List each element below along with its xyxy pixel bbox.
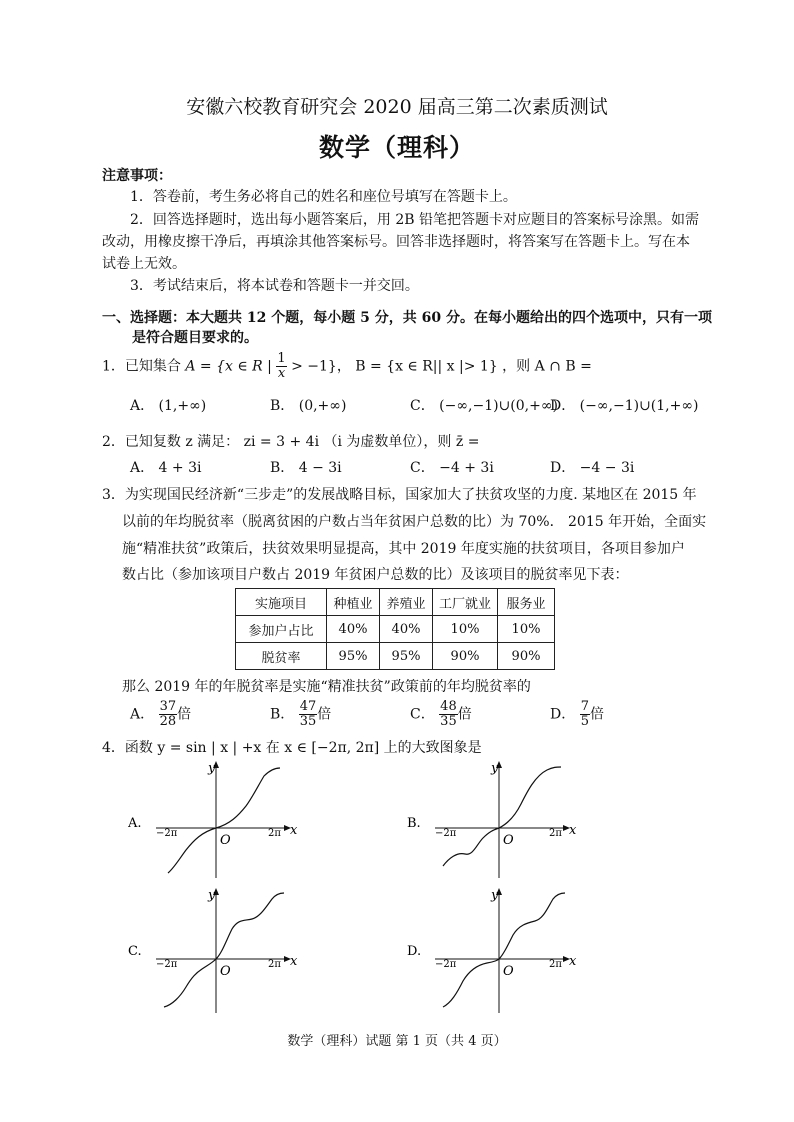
section-1-heading-line-2: 是符合题目要求的。	[132, 330, 258, 346]
frac-den: 5	[580, 714, 589, 729]
notice-item-2-line-1: 2．回答选择题时，选出每小题答案后，用 2B 铅笔把答题卡对应题目的答案标号涂黑。如需	[130, 212, 700, 228]
exam-title: 安徽六校教育研究会 2020 届高三第二次素质测试	[186, 96, 608, 118]
table-header-cell: 养殖业	[380, 589, 433, 616]
curve	[164, 893, 284, 1007]
q1-set-a-left: A = {x ∈ R |	[185, 358, 272, 375]
q2-option-c: C． −4 + 3i	[410, 460, 494, 476]
frac-num: 37	[159, 699, 177, 714]
exam-subject: 数学（理科）	[318, 133, 475, 162]
section-1-heading: 一、选择题：本大题共 12 个题，每小题 5 分，共 60 分。在每小题给出的四个选项中，只有一项	[102, 310, 712, 326]
question-4-stem: 4．函数 y = sin | x | +x 在 x ∈ [−2π, 2π] 上的大致图象是	[102, 740, 482, 756]
table-cell: 脱贫率	[236, 643, 327, 670]
x-axis-label: x	[290, 954, 298, 969]
tick-label-left: −2π	[156, 959, 178, 970]
table-header-row	[236, 589, 555, 616]
q2-option-b: B． 4 − 3i	[270, 460, 342, 476]
graph-label: D.	[407, 944, 422, 959]
q3-option-d	[550, 700, 604, 729]
notice-item-2-line-2: 改动，用橡皮擦干净后，再填涂其他答案标号。回答非选择题时，将答案写在答题卡上。写在本	[102, 234, 690, 250]
y-axis-label: y	[491, 888, 499, 903]
q3-option-a-label: A．	[130, 706, 155, 723]
tick-label-right: 2π	[549, 959, 562, 970]
table-header-cell: 实施项目	[236, 589, 327, 616]
table-cell: 参加户占比	[236, 616, 327, 643]
table-cell: 40%	[327, 616, 380, 643]
q4-graph-d	[407, 885, 597, 1015]
q3-option-d-fraction	[580, 700, 590, 729]
table-header-cell: 服务业	[498, 589, 555, 616]
notice-heading: 注意事项：	[102, 168, 172, 184]
q3-option-c-label: C．	[410, 706, 435, 723]
q3-data-table	[235, 588, 555, 670]
table-row	[236, 643, 555, 670]
q1-option-c: C． (−∞,−1)∪(0,+∞)	[410, 398, 558, 414]
table-cell: 10%	[498, 616, 555, 643]
origin-label: O	[220, 964, 231, 979]
frac-den: 28	[159, 714, 177, 729]
question-3-line-4: 数占比（参加该项目户数占 2019 年贫困户总数的比）及该项目的脱贫率见下表：	[122, 567, 629, 583]
q1-fraction	[276, 352, 286, 381]
frac-num: 7	[580, 699, 589, 714]
q1-option-a: A． (1,+∞)	[130, 398, 207, 414]
q3-option-b-label: B．	[270, 706, 295, 723]
tick-label-left: −2π	[156, 828, 178, 839]
q1-prefix: 1．已知集合	[102, 358, 181, 375]
q3-option-b-suffix: 倍	[317, 706, 332, 723]
q4-graph-a	[128, 758, 318, 878]
frac-den: 35	[299, 714, 317, 729]
graph-label: B.	[407, 816, 421, 831]
q3-option-d-suffix: 倍	[589, 706, 604, 723]
curve	[443, 893, 565, 1007]
frac-num: 48	[440, 699, 457, 714]
curve	[443, 767, 561, 866]
question-3-line-3: 施“精准扶贫”政策后，扶贫效果明显提高，其中 2019 年度实施的扶贫项目，各项目参加户	[122, 541, 685, 557]
table-header-cell: 种植业	[327, 589, 380, 616]
tick-label-left: −2π	[435, 828, 457, 839]
question-3-line-2: 以前的年均脱贫率（脱离贫困的户数占当年贫困户总数的比）为 70%． 2015 年开始，全面实	[122, 514, 707, 530]
question-3-line-1: 3．为实现国民经济新“三步走”的发展战略目标，国家加大了扶贫攻坚的力度. 某地区在 2015 年	[102, 487, 697, 503]
question-2-stem: 2．已知复数 z 满足： zi = 3 + 4i （i 为虚数单位），则 z̄ =	[102, 434, 480, 450]
y-axis-label: y	[208, 761, 216, 776]
tick-label-right: 2π	[268, 828, 281, 839]
graph-label: C.	[128, 944, 142, 959]
notice-item-1: 1．答卷前，考生务必将自己的姓名和座位号填写在答题卡上。	[130, 189, 517, 205]
q3-option-c-fraction	[439, 700, 458, 729]
q4-graph-c	[128, 885, 318, 1015]
table-cell: 95%	[327, 643, 380, 670]
q4-graph-b	[407, 758, 597, 878]
q2-option-d: D． −4 − 3i	[550, 460, 635, 476]
graph-label: A.	[128, 816, 142, 831]
q3-option-b	[270, 700, 331, 729]
q1-frac-den: x	[277, 366, 286, 381]
tick-label-left: −2π	[435, 959, 457, 970]
table-cell: 95%	[380, 643, 433, 670]
table-header-cell: 工厂就业	[433, 589, 498, 616]
x-axis-label: x	[569, 954, 577, 969]
q3-option-a-fraction	[159, 700, 178, 729]
q1-set-a-right: > −1}	[291, 358, 337, 375]
tick-label-right: 2π	[549, 828, 562, 839]
table-cell: 10%	[433, 616, 498, 643]
notice-item-2-line-3: 试卷上无效。	[102, 256, 186, 272]
table-row	[236, 616, 555, 643]
q3-option-c-suffix: 倍	[457, 706, 472, 723]
curve	[168, 768, 280, 873]
origin-label: O	[503, 833, 514, 848]
y-axis-label: y	[491, 761, 499, 776]
table-cell: 90%	[433, 643, 498, 670]
y-axis-label: y	[208, 888, 216, 903]
frac-den: 35	[440, 714, 457, 729]
x-axis-label: x	[290, 823, 298, 838]
q3-option-c	[410, 700, 472, 729]
notice-item-3: 3．考试结束后，将本试卷和答题卡一并交回。	[130, 278, 419, 294]
q1-frac-num: 1	[277, 351, 286, 366]
q1-option-b: B． (0,+∞)	[270, 398, 347, 414]
q3-option-b-fraction	[299, 700, 318, 729]
page-footer: 数学（理科）试题 第 1 页（共 4 页）	[287, 1034, 507, 1049]
q3-option-a-suffix: 倍	[177, 706, 192, 723]
origin-label: O	[220, 833, 231, 848]
table-cell: 40%	[380, 616, 433, 643]
q3-option-a	[130, 700, 191, 729]
x-axis-label: x	[569, 823, 577, 838]
q3-option-d-label: D．	[550, 706, 576, 723]
q1-option-d: D． (−∞,−1)∪(1,+∞)	[550, 398, 699, 414]
q1-set-b: ， B = {x ∈ R|| x |> 1} ，则 A ∩ B =	[336, 358, 592, 375]
question-3-prompt: 那么 2019 年的年脱贫率是实施“精准扶贫”政策前的年均脱贫率的	[122, 679, 531, 695]
tick-label-right: 2π	[268, 959, 281, 970]
question-1-stem	[102, 352, 592, 381]
frac-num: 47	[299, 699, 317, 714]
q2-option-a: A． 4 + 3i	[130, 460, 202, 476]
origin-label: O	[503, 964, 514, 979]
table-cell: 90%	[498, 643, 555, 670]
